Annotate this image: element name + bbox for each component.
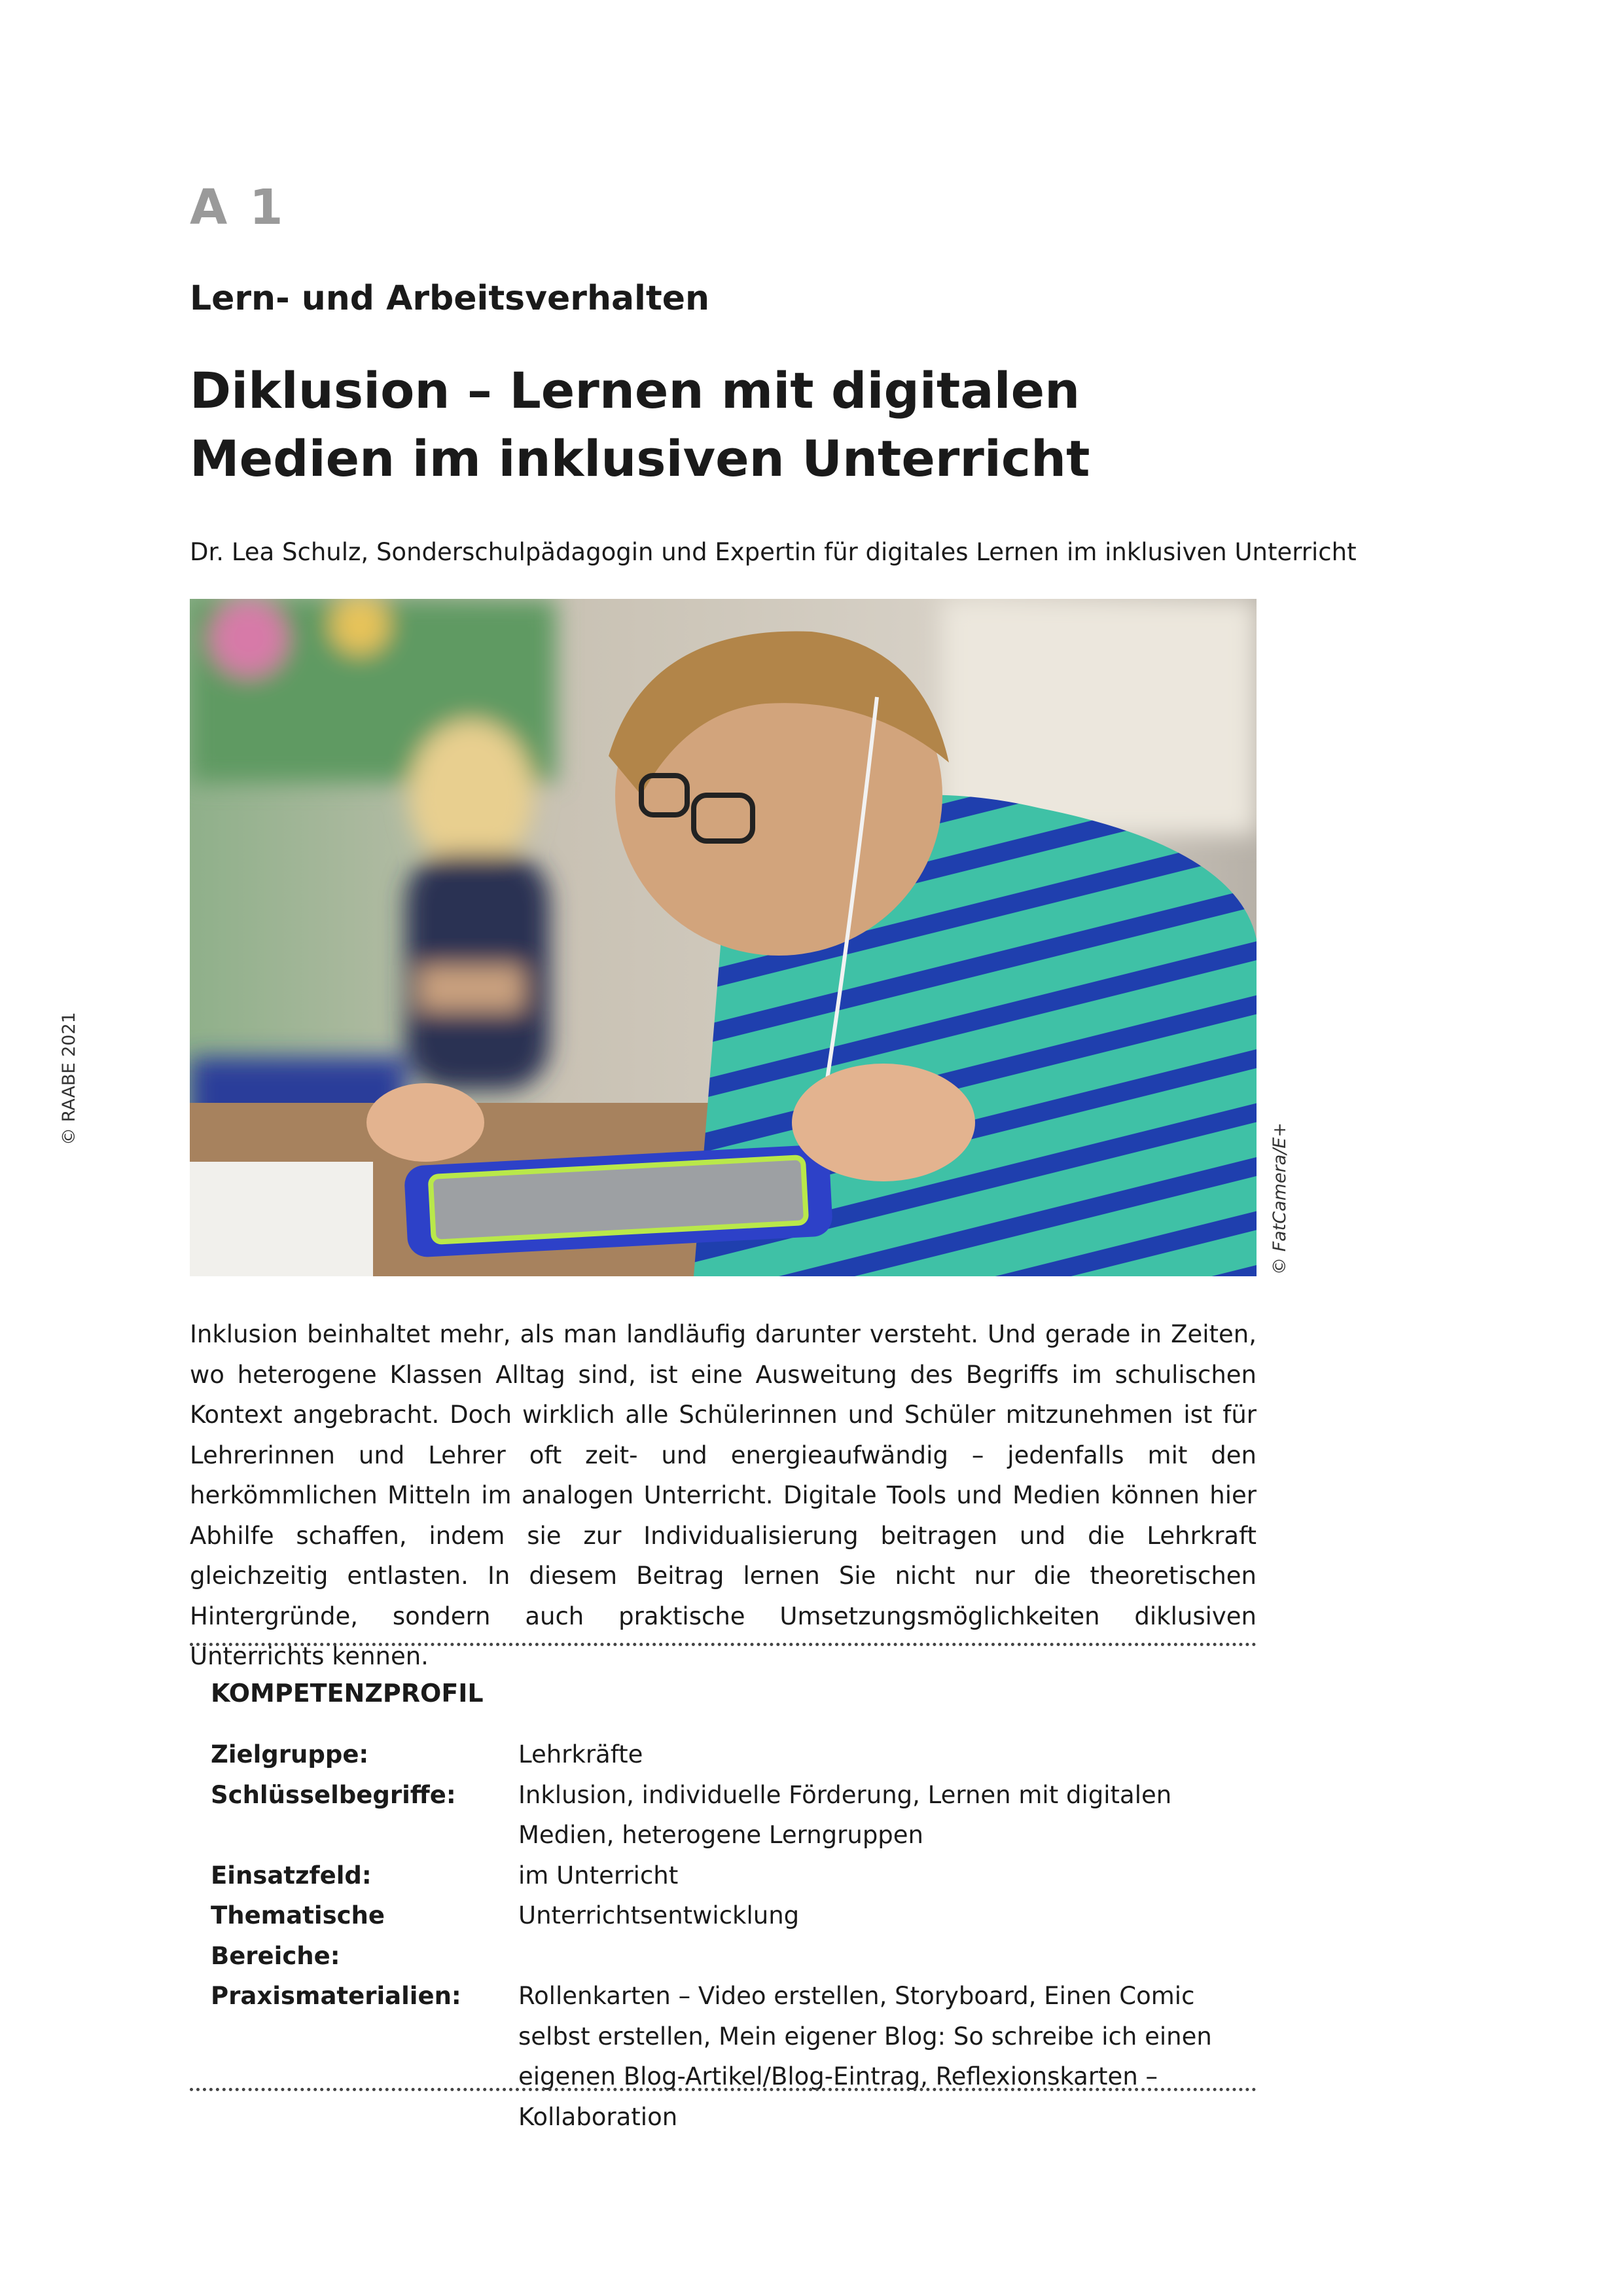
profile-row-keywords bbox=[211, 1775, 1258, 1856]
author-line: Dr. Lea Schulz, Sonderschulpädagogin und Expertin für digitales Lernen im inklusiven Unterricht bbox=[190, 538, 1357, 566]
divider-bottom bbox=[190, 2088, 1257, 2091]
category-heading: Lern- und Arbeitsverhalten bbox=[190, 279, 710, 318]
profile-value: Rollenkarten – Video erstellen, Storyboard, Einen Comic selbst erstellen, Mein eigener Blog: So schreibe ich einen eigenen Blog-Artikel/Blog-Eintrag, Reflexionskarten – Kollaboration bbox=[518, 1982, 1212, 2131]
intro-paragraph: Inklusion beinhaltet mehr, als man landläufig darunter versteht. Und gerade in Zeiten, wo heterogene Klassen Alltag sind, ist eine Ausweitung des Begriffs im schulischen Kontext angebracht. Doch wirklich alle Schülerinnen und Schüler mitzunehmen ist für Lehrerinnen und Lehrer oft zeit- und energieaufwändig – jedenfalls mit den herkömmlichen Mitteln im analogen Unterricht. Digitale Tools und Medien können hier Abhilfe schaffen, indem sie zur Individualisierung beitragen und die Lehrkraft gleichzeitig entlasten. In diesem Beitrag lernen Sie nicht nur die theoretischen Hintergründe, sondern auch praktische Umsetzungsmöglichkeiten diklusiven Unterrichts kennen. bbox=[190, 1320, 1257, 1670]
profile-label: Thematische Bereiche: bbox=[211, 1901, 385, 1970]
section-code: A 1 bbox=[190, 179, 286, 236]
profile-row-field bbox=[211, 1856, 1258, 1896]
profile-value: Lehrkräfte bbox=[518, 1740, 643, 1768]
profile-row-themes bbox=[211, 1895, 1258, 1976]
classroom-photo-illustration bbox=[190, 599, 1257, 1276]
profile-label: Schlüsselbegriffe: bbox=[211, 1780, 456, 1809]
profile-label: Zielgruppe: bbox=[211, 1740, 369, 1768]
profile-value: im Unterricht bbox=[518, 1861, 679, 1890]
page-title: Diklusion – Lernen mit digitalen Medien im inklusiven Unterricht bbox=[190, 361, 1090, 488]
competence-profile bbox=[211, 1734, 1258, 2137]
profile-row-materials bbox=[211, 1976, 1258, 2137]
profile-value: Inklusion, individuelle Förderung, Lernen mit digitalen Medien, heterogene Lerngruppen bbox=[518, 1780, 1172, 1849]
profile-heading: KOMPETENZPROFIL bbox=[211, 1679, 484, 1708]
publisher-copyright: © RAABE 2021 bbox=[59, 1012, 79, 1145]
profile-label: Einsatzfeld: bbox=[211, 1861, 372, 1890]
profile-value: Unterrichtsentwicklung bbox=[518, 1901, 800, 1929]
header-photo bbox=[190, 599, 1257, 1276]
profile-label: Praxismaterialien: bbox=[211, 1982, 461, 2010]
profile-row-target-group bbox=[211, 1734, 1258, 1775]
photo-credit: © FatCamera/E+ bbox=[1270, 1122, 1290, 1275]
divider-top bbox=[190, 1643, 1257, 1646]
